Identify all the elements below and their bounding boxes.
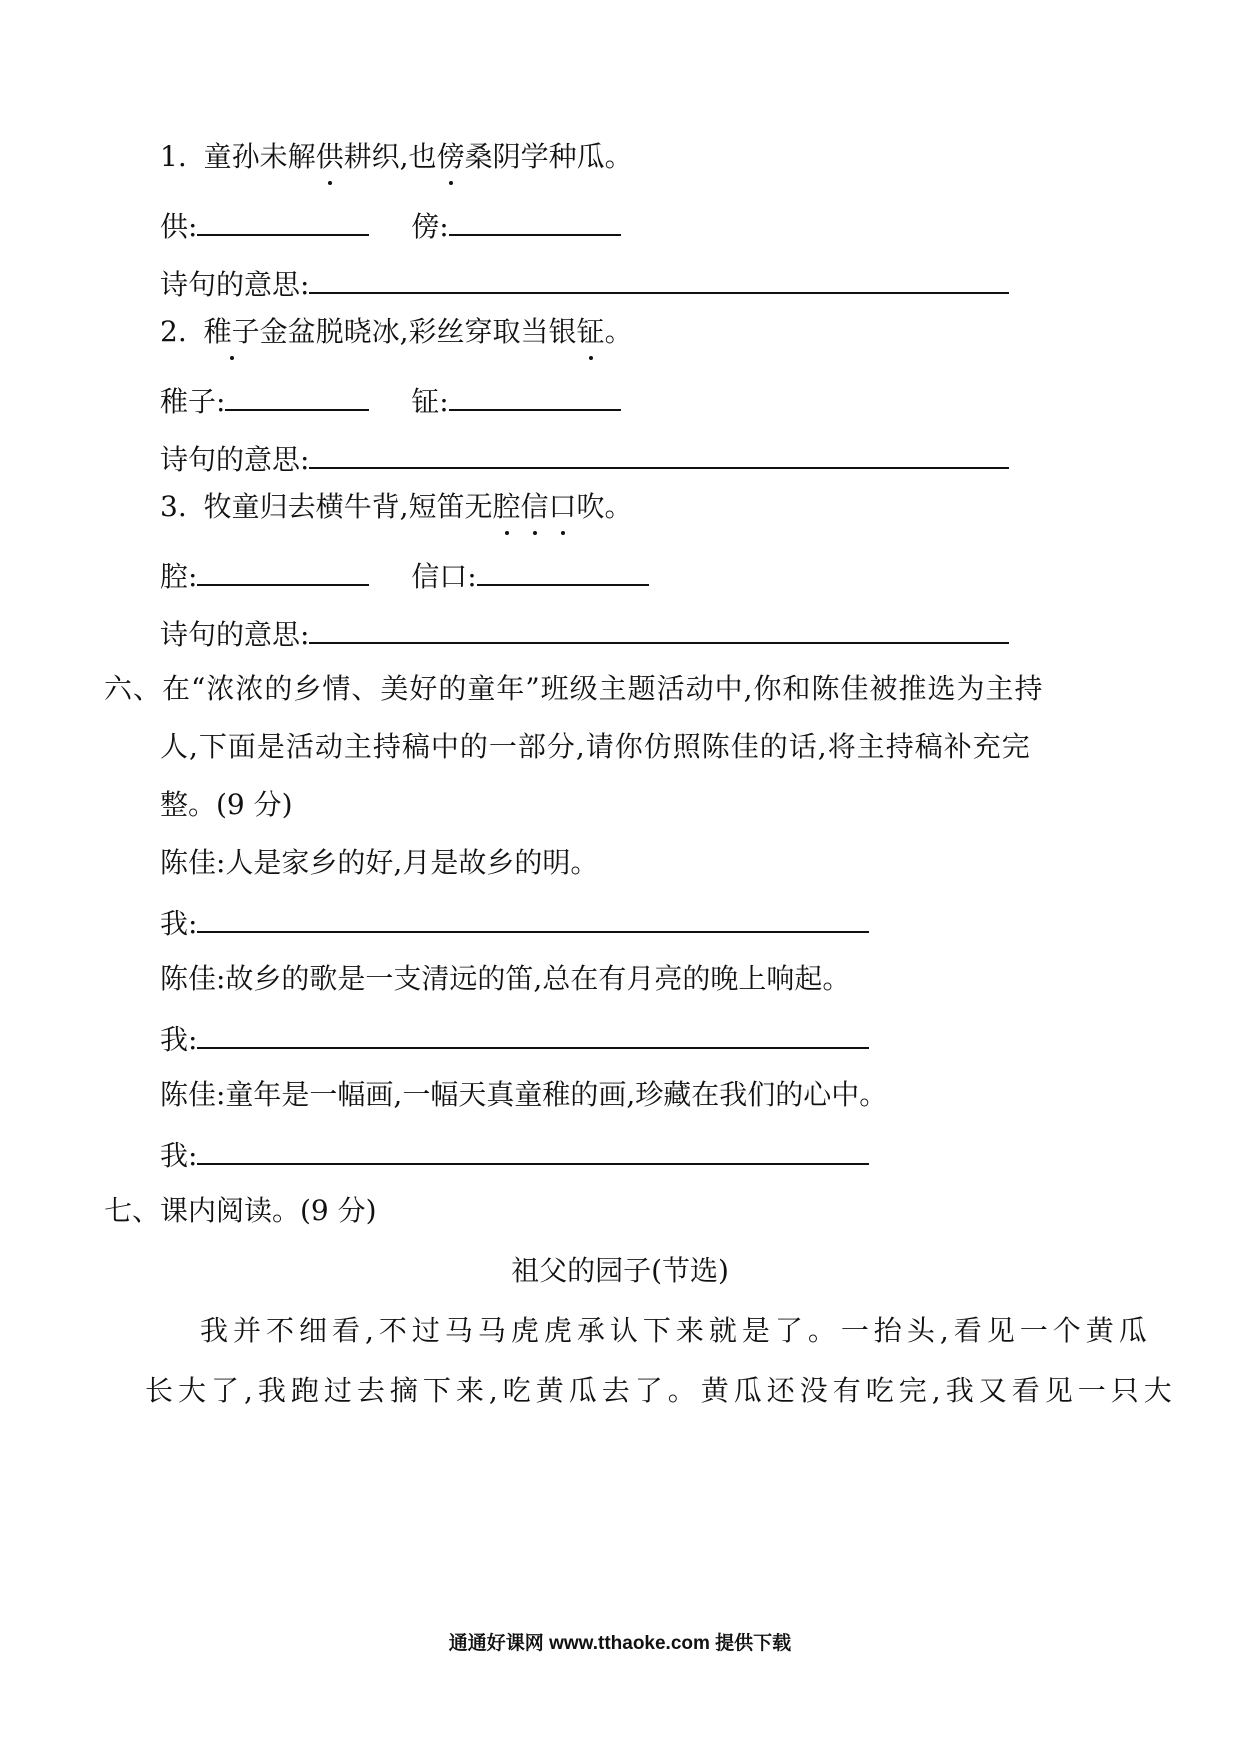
meaning-label: 诗句的意思:	[160, 618, 310, 651]
word-label: 稚子:	[160, 385, 226, 418]
me-label: 我:	[160, 1023, 198, 1056]
word-row-1	[160, 204, 621, 247]
answer-blank[interactable]	[309, 437, 1009, 469]
word-label: 腔:	[160, 560, 198, 593]
poem-line-2: 2. 稚子金盆脱晓冰,彩丝穿取当银钲。	[160, 312, 633, 352]
dotted-char: 钲	[577, 312, 605, 352]
answer-blank[interactable]	[197, 554, 369, 586]
passage-title: 祖父的园子(节选)	[511, 1254, 729, 1287]
answer-blank[interactable]	[225, 379, 369, 411]
chen-line-2: 陈佳:故乡的歌是一支清远的笛,总在有月亮的晚上响起。	[160, 962, 851, 995]
poem-line-3: 3. 牧童归去横牛背,短笛无腔信口 吹。	[160, 487, 633, 527]
meaning-row-3	[160, 612, 1009, 655]
answer-blank[interactable]	[309, 262, 1009, 294]
answer-blank[interactable]	[449, 204, 621, 236]
meaning-row-2	[160, 437, 1009, 480]
page-footer: 通通好课网 www.tthaoke.com 提供下载	[448, 1633, 792, 1654]
answer-blank[interactable]	[197, 204, 369, 236]
me-label: 我:	[160, 1139, 198, 1172]
me-row-3	[160, 1133, 869, 1176]
word-row-3	[160, 554, 649, 597]
answer-blank[interactable]	[477, 554, 649, 586]
q6-line-2: 人,下面是活动主持稿中的一部分,请你仿照陈佳的话,将主持稿补充完	[160, 730, 1031, 763]
dotted-char: 傍	[437, 137, 465, 177]
q6-line-3: 整。(9 分)	[160, 788, 293, 821]
poem-number: 2.	[160, 315, 187, 348]
word-row-2	[160, 379, 621, 422]
meaning-label: 诗句的意思:	[160, 268, 310, 301]
poem-number: 1.	[160, 140, 187, 173]
answer-blank[interactable]	[197, 1017, 869, 1049]
me-row-2	[160, 1017, 869, 1060]
answer-blank[interactable]	[197, 1133, 869, 1165]
answer-blank[interactable]	[197, 901, 869, 933]
word-label: 信口:	[411, 560, 477, 593]
word-label: 钲:	[411, 385, 449, 418]
chen-line-3: 陈佳:童年是一幅画,一幅天真童稚的画,珍藏在我们的心中。	[160, 1078, 888, 1111]
dotted-char: 供	[316, 137, 344, 177]
answer-blank[interactable]	[309, 612, 1009, 644]
me-row-1	[160, 901, 869, 944]
chen-line-1: 陈佳:人是家乡的好,月是故乡的明。	[160, 846, 599, 879]
passage-line-2: 长大了,我跑过去摘下来,吃黄瓜去了。黄瓜还没有吃完,我又看见一只大	[145, 1374, 1177, 1407]
dotted-char: 稚子	[204, 312, 260, 352]
answer-blank[interactable]	[449, 379, 621, 411]
poem-number: 3.	[160, 490, 187, 523]
dotted-chars: 腔信口	[493, 487, 577, 527]
poem-line-1: 1. 童孙未解供耕织,也傍桑阴学种瓜。	[160, 137, 633, 177]
passage-line-1: 我并不细看,不过马马虎虎承认下来就是了。一抬头,看见一个黄瓜	[200, 1314, 1152, 1347]
q6-line-1: 六、在“浓浓的乡情、美好的童年”班级主题活动中,你和陈佳被推选为主持	[104, 672, 1044, 705]
meaning-row-1	[160, 262, 1009, 305]
word-label: 供:	[160, 210, 198, 243]
word-label: 傍:	[411, 210, 449, 243]
meaning-label: 诗句的意思:	[160, 443, 310, 476]
q7-heading: 七、课内阅读。(9 分)	[104, 1194, 377, 1227]
me-label: 我:	[160, 907, 198, 940]
